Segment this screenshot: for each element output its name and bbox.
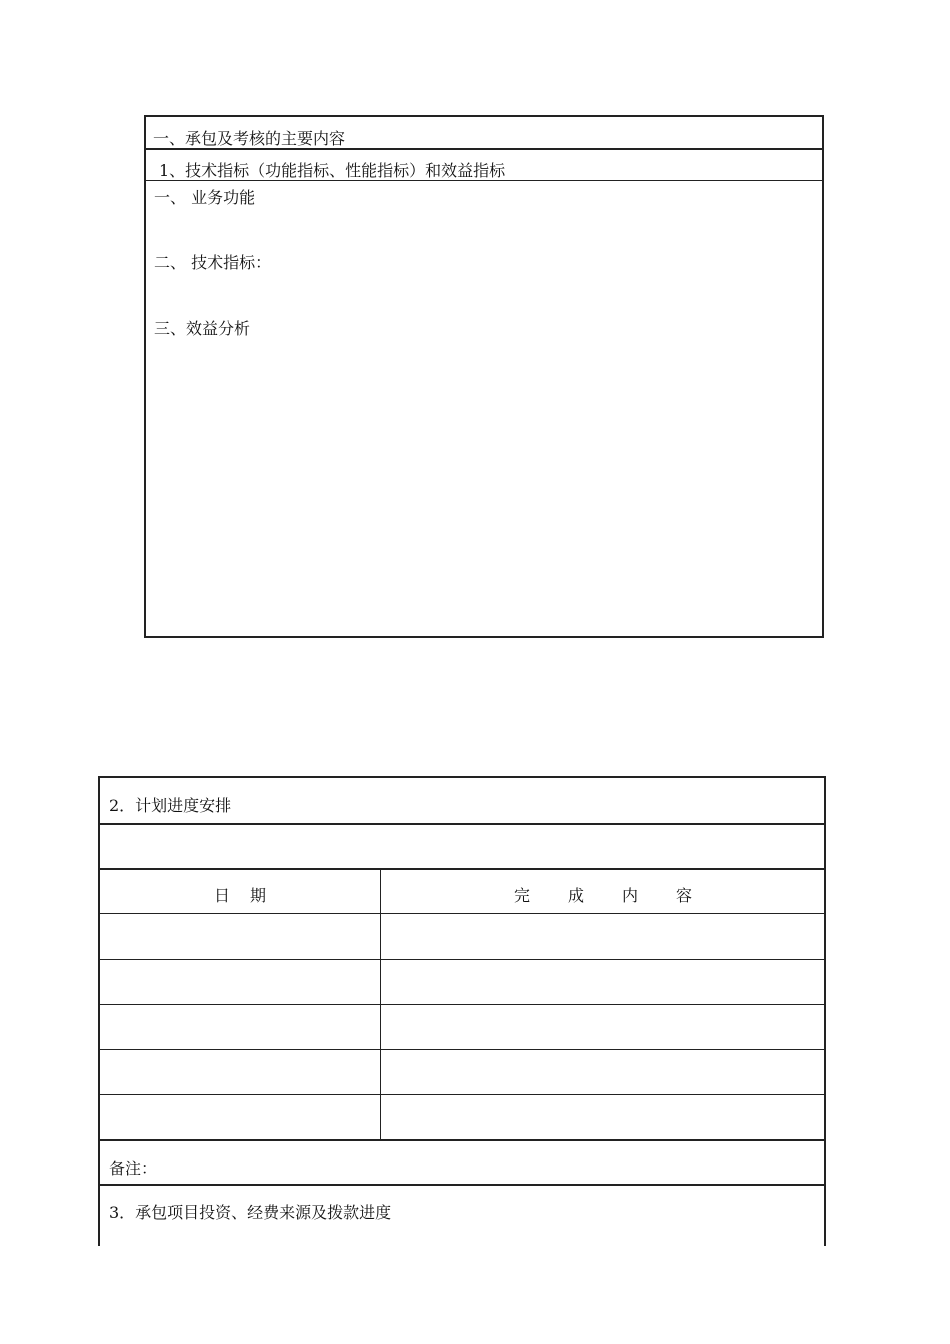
date-cell[interactable]: [100, 914, 380, 958]
table1-header: 一、承包及考核的主要内容: [146, 117, 822, 149]
investment-section-title: 3．承包项目投资、经费来源及拨款进度: [109, 1203, 392, 1222]
content-cell[interactable]: [382, 1005, 824, 1049]
remarks-label: 备注：: [109, 1159, 158, 1178]
table1-body[interactable]: [146, 181, 822, 636]
content-cell[interactable]: [382, 914, 824, 958]
schedule-table: [98, 776, 826, 1246]
content-cell[interactable]: [382, 1050, 824, 1094]
schedule-title: 2．计划进度安排: [109, 796, 232, 815]
date-cell[interactable]: [100, 1005, 380, 1049]
row-divider: [100, 868, 824, 870]
date-cell[interactable]: [100, 1050, 380, 1094]
row-divider: [100, 1184, 824, 1186]
content-cell[interactable]: [382, 960, 824, 1004]
blank-row[interactable]: [100, 824, 824, 868]
section-benefit-analysis: 三、效益分析: [154, 319, 251, 338]
column-header-date: 日期: [213, 886, 286, 905]
section-business-function: 一、 业务功能: [154, 188, 256, 207]
date-cell[interactable]: [100, 1095, 380, 1139]
table1-subheader: 1、技术指标（功能指标、性能指标）和效益指标: [146, 149, 822, 181]
section-technical-indicators: 二、 技术指标：: [154, 253, 272, 272]
row-divider: [100, 1139, 824, 1141]
column-header-content: 完成内容: [513, 886, 730, 905]
contract-content-table: [144, 115, 824, 638]
column-divider: [380, 868, 381, 1140]
date-cell[interactable]: [100, 960, 380, 1004]
content-cell[interactable]: [382, 1095, 824, 1139]
